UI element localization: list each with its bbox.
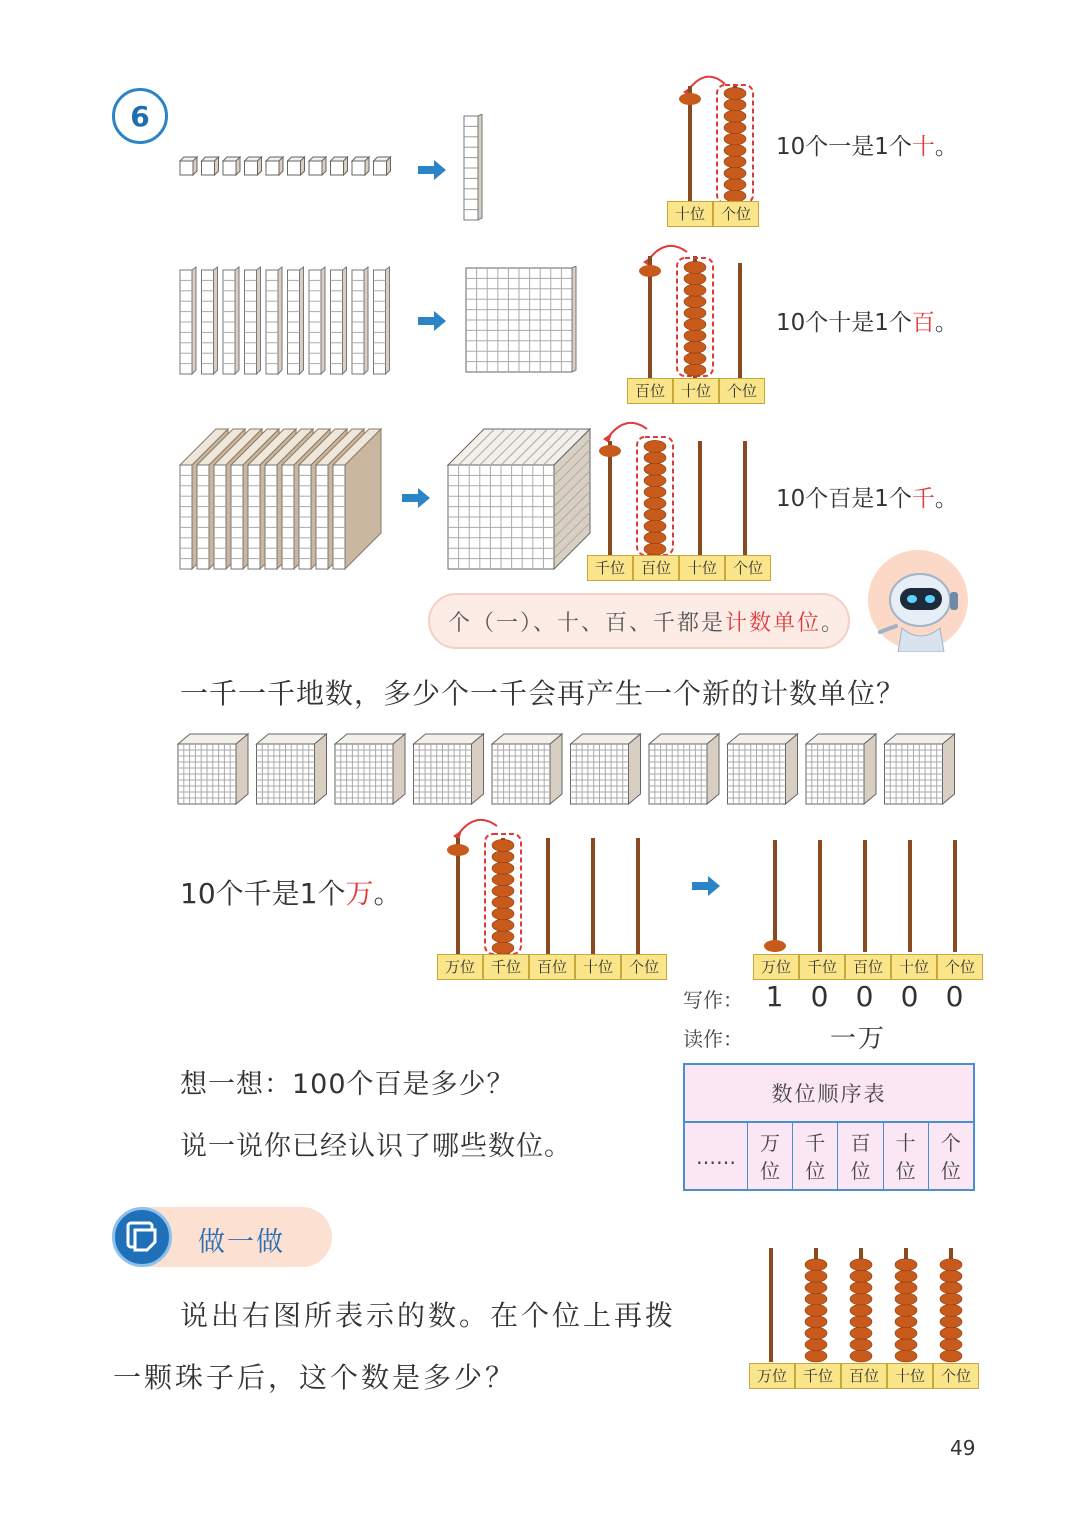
abacus-bead <box>850 1316 872 1328</box>
write-digit: 0 <box>945 980 964 1013</box>
ten-thousand-cubes <box>176 732 962 808</box>
abacus-bead <box>684 318 706 330</box>
abacus-bead <box>724 179 746 191</box>
abacus-bead <box>724 156 746 168</box>
abacus-bead <box>805 1327 827 1339</box>
hundred-flat <box>462 266 580 378</box>
abacus-bead <box>805 1270 827 1282</box>
abacus-bead <box>850 1282 872 1294</box>
abacus-bead <box>895 1293 917 1305</box>
abacus-bead <box>684 296 706 308</box>
question-new-unit: 一千一千地数，多少个一千会再产生一个新的计数单位？ <box>180 677 906 710</box>
abacus-bead <box>940 1350 962 1362</box>
place-label: 个位 <box>937 954 983 980</box>
place-label: 个位 <box>719 378 765 404</box>
abacus-bead <box>850 1304 872 1316</box>
abacus-bead <box>940 1270 962 1282</box>
place-label: 十位 <box>575 954 621 980</box>
abacus-bead <box>492 942 514 954</box>
abacus-bead <box>805 1282 827 1294</box>
abacus-bead <box>644 452 666 464</box>
thousand-cube <box>885 734 955 804</box>
abacus-bead <box>895 1316 917 1328</box>
write-label: 写作： <box>683 988 743 1012</box>
ten-rods <box>176 266 398 378</box>
speech-bubble: 个（一）、十、百、千都是 计数单位 。 <box>428 593 850 649</box>
abacus-bead <box>684 341 706 353</box>
thousand-cube <box>414 734 484 804</box>
abacus-bead <box>805 1259 827 1271</box>
practice-line1: 说出右图所表示的数。在个位上再拨 <box>180 1299 677 1332</box>
problem-number: 6 <box>112 88 168 144</box>
place-label: 百位 <box>841 1363 887 1389</box>
abacus-bead <box>644 463 666 475</box>
say-question: 说一说你已经认识了哪些数位。 <box>180 1131 572 1162</box>
write-digit: 0 <box>810 980 829 1013</box>
abacus-bead <box>850 1293 872 1305</box>
place-label: 个位 <box>713 201 759 227</box>
abacus-right-labels <box>753 954 983 980</box>
abacus-practice-labels <box>749 1363 979 1389</box>
arrow-right-icon <box>418 160 446 180</box>
abacus-left-labels <box>437 954 667 980</box>
table-row <box>685 1123 973 1191</box>
abacus-bead <box>724 122 746 134</box>
abacus-bead <box>850 1327 872 1339</box>
unit-cube <box>266 161 279 175</box>
place-label: 十位 <box>667 201 713 227</box>
abacus-bead <box>850 1350 872 1362</box>
abacus-bead <box>644 497 666 509</box>
place-label: 万位 <box>749 1363 795 1389</box>
abacus-bead <box>805 1304 827 1316</box>
abacus-bead <box>724 110 746 122</box>
read-label: 读作： <box>683 1027 743 1051</box>
abacus-bead <box>940 1293 962 1305</box>
place-label: 十位 <box>679 555 725 581</box>
abacus-bead <box>805 1339 827 1351</box>
place-value-table <box>683 1063 975 1191</box>
abacus-bead <box>684 364 706 376</box>
abacus-bead <box>850 1270 872 1282</box>
place-label: 百位 <box>529 954 575 980</box>
abacus-bead <box>724 144 746 156</box>
unit-cube <box>309 161 322 175</box>
table-cell: 千 位 <box>792 1123 837 1191</box>
table-cell: …… <box>695 1145 736 1169</box>
abacus-bead <box>492 908 514 920</box>
place-label: 千位 <box>799 954 845 980</box>
thousand-cube <box>335 734 405 804</box>
abacus-bead <box>644 475 666 487</box>
abacus-bead <box>684 284 706 296</box>
abacus-bead <box>492 885 514 897</box>
abacus-bead <box>895 1339 917 1351</box>
abacus-bead <box>644 543 666 555</box>
write-digits <box>752 980 977 1013</box>
abacus-bead <box>805 1350 827 1362</box>
abacus-ten-thousand <box>435 812 661 958</box>
abacus-bead <box>940 1316 962 1328</box>
place-label: 个位 <box>725 555 771 581</box>
caption-ten-thousand: 10个千是1个万。 <box>180 877 402 910</box>
abacus-bead <box>724 87 746 99</box>
table-cell: 个 位 <box>928 1123 973 1191</box>
unit-cube <box>180 161 193 175</box>
abacus-hundred <box>625 238 765 388</box>
abacus-bead <box>684 330 706 342</box>
abacus-bead <box>940 1339 962 1351</box>
place-label: 十位 <box>673 378 719 404</box>
unit-cube <box>352 161 365 175</box>
abacus-bead <box>940 1327 962 1339</box>
thousand-cube <box>444 425 594 573</box>
place-label: 个位 <box>933 1363 979 1389</box>
practice-line2: 一颗珠子后，这个数是多少？ <box>113 1361 517 1394</box>
place-label: 千位 <box>483 954 529 980</box>
unit-cube <box>288 161 301 175</box>
abacus-thousand <box>585 415 765 565</box>
ten-flats <box>176 425 390 573</box>
abacus-hundred-labels <box>627 378 765 404</box>
write-digit: 1 <box>765 980 784 1013</box>
thousand-cube <box>257 734 327 804</box>
abacus-bead <box>492 862 514 874</box>
abacus-bead <box>895 1270 917 1282</box>
abacus-bead <box>895 1259 917 1271</box>
table-cell: 百 位 <box>837 1123 882 1191</box>
robot-avatar <box>866 548 970 652</box>
abacus-bead <box>492 839 514 851</box>
abacus-bead <box>850 1339 872 1351</box>
abacus-bead <box>940 1304 962 1316</box>
thousand-cube <box>728 734 798 804</box>
abacus-bead <box>644 486 666 498</box>
place-label: 千位 <box>587 555 633 581</box>
abacus-bead <box>492 896 514 908</box>
abacus-bead <box>895 1350 917 1362</box>
abacus-bead <box>805 1316 827 1328</box>
abacus-bead <box>895 1304 917 1316</box>
place-label: 百位 <box>845 954 891 980</box>
caption-hundred: 10个十是1个百。 <box>776 310 958 336</box>
thousand-cube <box>571 734 641 804</box>
abacus-bead <box>492 931 514 943</box>
abacus-bead <box>895 1327 917 1339</box>
abacus-practice <box>748 1244 974 1366</box>
abacus-bead <box>492 874 514 886</box>
place-label: 百位 <box>633 555 679 581</box>
abacus-bead <box>724 99 746 111</box>
arrow-right-icon <box>692 876 720 896</box>
abacus-bead <box>724 167 746 179</box>
read-value: 一万 <box>830 1024 887 1054</box>
abacus-bead <box>644 532 666 544</box>
place-label: 个位 <box>621 954 667 980</box>
abacus-bead <box>492 919 514 931</box>
abacus-bead <box>940 1282 962 1294</box>
unit-cube <box>245 161 258 175</box>
arrow-right-icon <box>402 488 430 508</box>
unit-cube <box>331 161 344 175</box>
write-digit: 0 <box>900 980 919 1013</box>
thousand-cube <box>178 734 248 804</box>
abacus-bead <box>644 520 666 532</box>
write-digit: 0 <box>855 980 874 1013</box>
abacus-bead <box>684 273 706 285</box>
abacus-bead <box>644 509 666 521</box>
unit-cube <box>223 161 236 175</box>
place-label: 万位 <box>753 954 799 980</box>
place-label: 十位 <box>891 954 937 980</box>
arrow-right-icon <box>418 311 446 331</box>
abacus-thousand-labels <box>587 555 771 581</box>
abacus-bead <box>644 440 666 452</box>
page-number: 49 <box>950 1436 976 1460</box>
thousand-cube <box>492 734 562 804</box>
table-title: 数位顺序表 <box>685 1065 973 1123</box>
abacus-bead <box>684 353 706 365</box>
abacus-bead <box>805 1293 827 1305</box>
table-cell: 十 位 <box>883 1123 928 1191</box>
think-question: 想一想：100个百是多少？ <box>180 1069 515 1100</box>
abacus-bead <box>724 133 746 145</box>
place-label: 百位 <box>627 378 673 404</box>
abacus-bead <box>850 1259 872 1271</box>
thousand-cube <box>649 734 719 804</box>
abacus-bead <box>684 307 706 319</box>
ten-unit-cubes <box>176 155 398 180</box>
place-label: 十位 <box>887 1363 933 1389</box>
thousand-cube <box>806 734 876 804</box>
practice-icon <box>112 1207 172 1267</box>
abacus-bead <box>492 851 514 863</box>
table-cell: 万 位 <box>747 1123 792 1191</box>
caption-thousand: 10个百是1个千。 <box>776 486 958 512</box>
abacus-ten-labels <box>667 201 759 227</box>
caption-ten: 10个一是1个十。 <box>776 134 958 160</box>
place-label: 万位 <box>437 954 483 980</box>
place-label: 千位 <box>795 1363 841 1389</box>
unit-cube <box>374 161 387 175</box>
unit-cube <box>202 161 215 175</box>
abacus-bead <box>895 1282 917 1294</box>
ten-rod <box>462 114 484 222</box>
abacus-bead <box>684 261 706 273</box>
abacus-bead <box>940 1259 962 1271</box>
abacus-result <box>752 836 978 956</box>
practice-title: 做一做 <box>198 1227 285 1258</box>
